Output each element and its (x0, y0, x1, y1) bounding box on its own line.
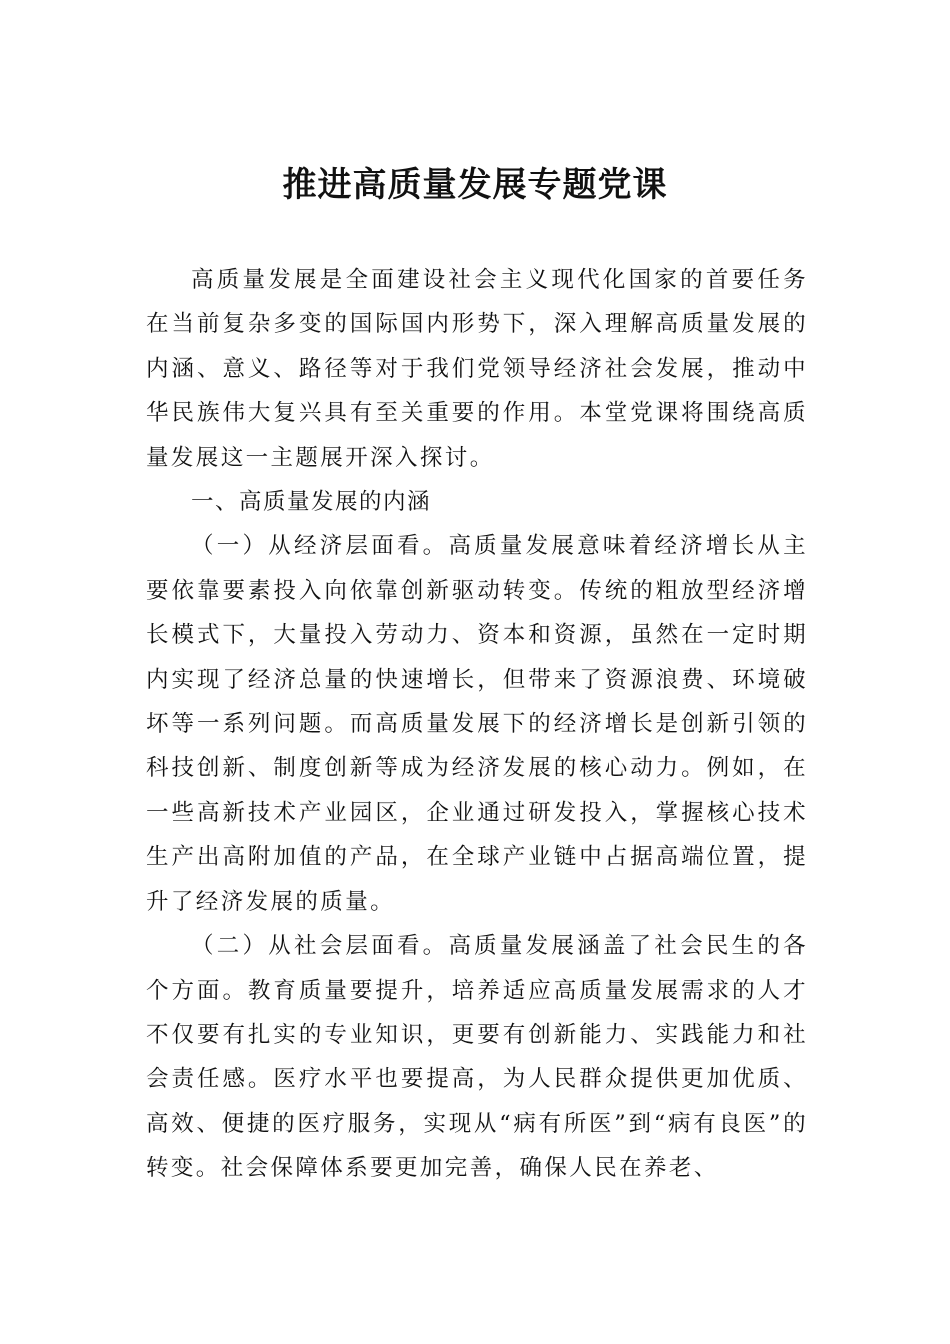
subsection-economic-text: 高质量发展意味着经济增长从主要依靠要素投入向依靠创新驱动转变。传统的粗放型经济增长模式下，大量投入劳动力、资本和资源，虽然在一定时期内实现了经济总量的快速增长，但带来了资源浪费、环境破坏等一系列问题。而高质量发展下的经济增长是创新引领的科技创新、制度创新等成为经济发展的核心动力。例如，在一些高新技术产业园区，企业通过研发投入，掌握核心技术生产出高附加值的产品，在全球产业链中占据高端位置，提升了经济发展的质量。 (146, 533, 808, 915)
subsection-economic-lead: （一）从经济层面看。 (191, 533, 449, 560)
intro-paragraph: 高质量发展是全面建设社会主义现代化国家的首要任务在当前复杂多变的国际国内形势下，深入理解高质量发展的内涵、意义、路径等对于我们党领导经济社会发展，推动中华民族伟大复兴具有至关重要的作用。本堂党课将围绕高质量发展这一主题展开深入探讨。 (146, 267, 808, 471)
subsection-social-text: 高质量发展涵盖了社会民生的各个方面。教育质量要提升，培养适应高质量发展需求的人才不仅要有扎实的专业知识，更要有创新能力、实践能力和社会责任感。医疗水平也要提高，为人民群众提供更加优质、高效、便捷的医疗服务，实现从“病有所医”到“病有良医”的转变。社会保障体系要更加完善，确保人民在养老、 (146, 933, 808, 1182)
subsection-social-lead: （二）从社会层面看。 (191, 933, 449, 960)
document-body (146, 258, 808, 1191)
subsection-social-paragraph (146, 924, 808, 1190)
subsection-economic-paragraph (146, 524, 808, 924)
page-title: 推进高质量发展专题党课 (282, 165, 668, 205)
section-heading: 一、高质量发展的内涵 (191, 489, 432, 516)
